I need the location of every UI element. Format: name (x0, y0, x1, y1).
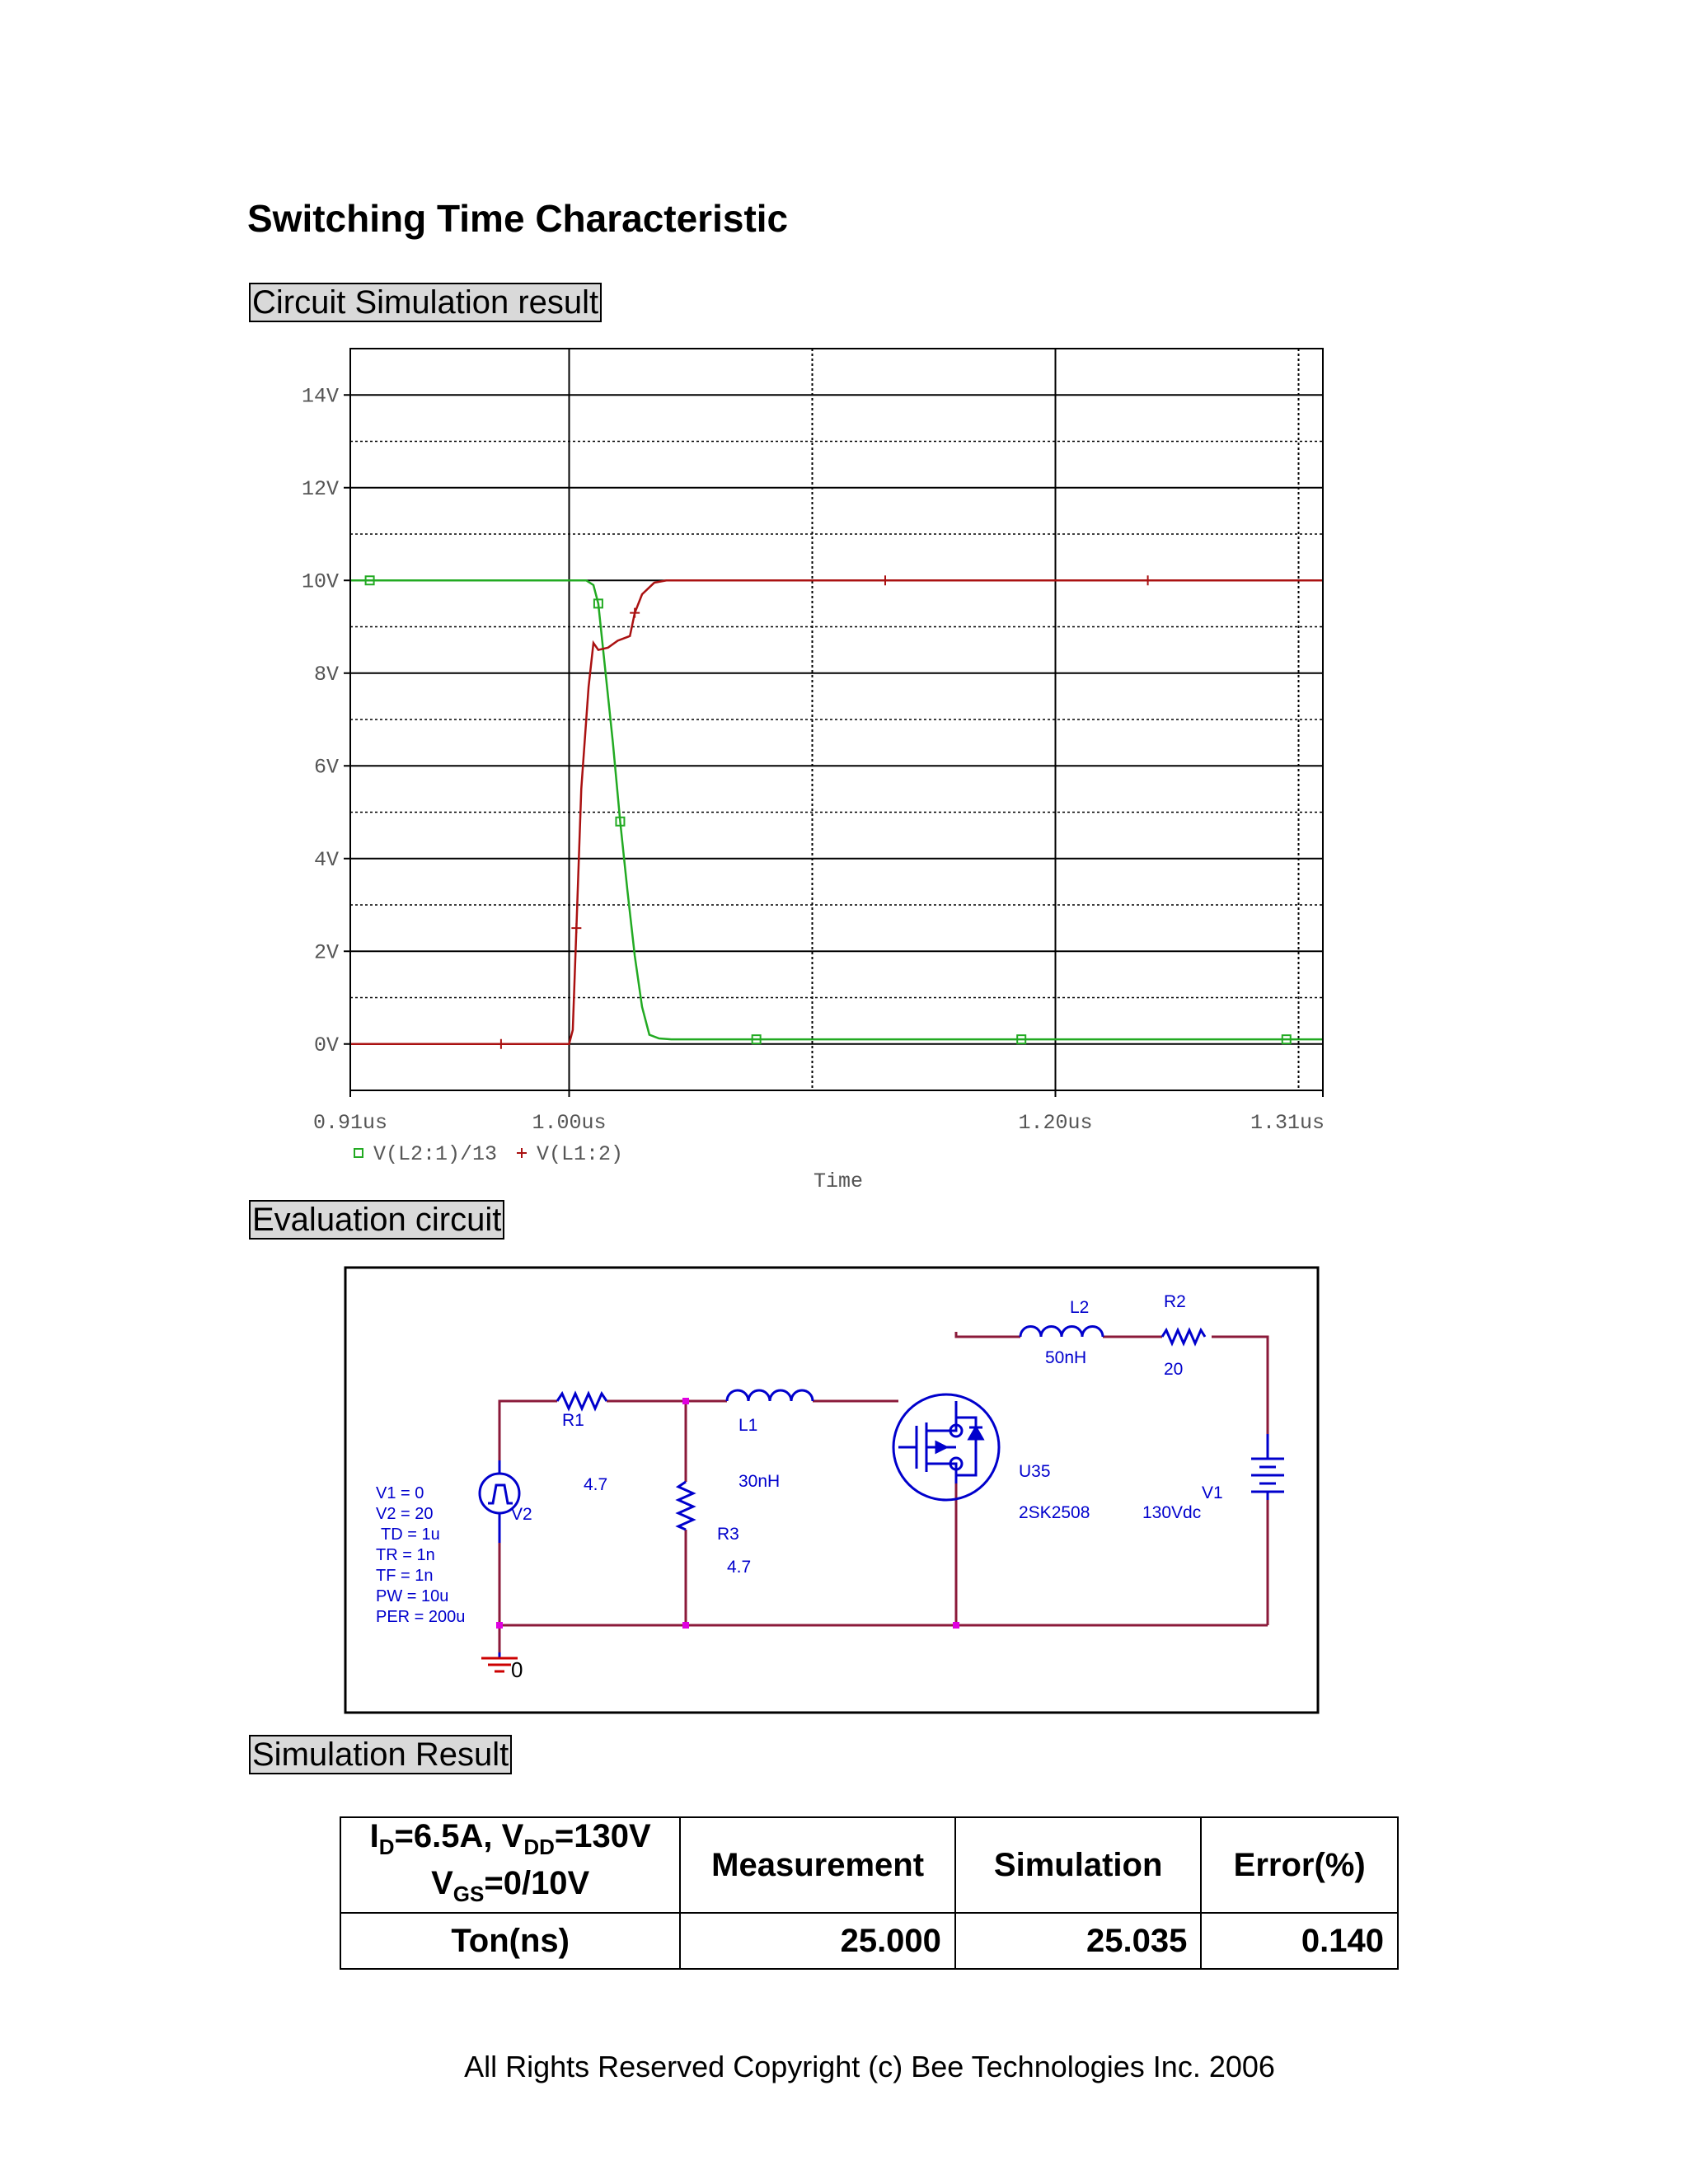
v2-param: PW = 10u (376, 1587, 449, 1605)
ground-label: 0 (511, 1657, 523, 1682)
v1-label: V1 (1202, 1483, 1223, 1502)
r1-value: 4.7 (584, 1475, 608, 1494)
row-label: Ton(ns) (340, 1913, 680, 1969)
r2-label: R2 (1164, 1292, 1186, 1311)
series-marker (630, 608, 640, 618)
l1-value: 30nH (738, 1472, 781, 1491)
x-tick-label: 0.91us (312, 1111, 388, 1135)
u35-value: 2SK2508 (1019, 1503, 1090, 1522)
simulation-header: Simulation (955, 1817, 1201, 1913)
section-label-circuit-simulation: Circuit Simulation result (249, 283, 602, 322)
v2-param: V2 = 20 (376, 1505, 434, 1523)
series-marker (571, 923, 581, 933)
x-axis-label: Time (813, 1169, 864, 1193)
legend-label: V(L2:1)/13 (373, 1142, 498, 1166)
l2-value: 50nH (1045, 1348, 1087, 1367)
l1-label: L1 (738, 1416, 758, 1435)
series-line (350, 580, 1323, 1039)
v2-label: V2 (511, 1505, 532, 1524)
error-value: 0.140 (1201, 1913, 1398, 1969)
y-tick-label: 10V (301, 569, 339, 594)
x-tick-label: 1.31us (1250, 1111, 1325, 1135)
simulation-result-table (340, 1816, 1399, 1970)
y-tick-label: 0V (313, 1033, 339, 1057)
series-marker (496, 1039, 506, 1049)
simulation-value: 25.035 (955, 1913, 1201, 1969)
y-tick-label: 4V (313, 847, 339, 872)
r3-label: R3 (717, 1525, 739, 1544)
y-tick-label: 14V (301, 384, 339, 409)
v2-param: TR = 1n (376, 1546, 435, 1564)
y-tick-label: 6V (313, 755, 339, 780)
table-row (340, 1913, 1398, 1969)
r2-value: 20 (1164, 1360, 1184, 1379)
copyright-footer: All Rights Reserved Copyright (c) Bee Technologies Inc. 2006 (464, 2050, 1275, 2083)
r1-label: R1 (562, 1411, 584, 1430)
u35-label: U35 (1019, 1462, 1051, 1481)
error-header: Error(%) (1201, 1817, 1398, 1913)
condition-header-cell: $I_D=6.5A$, $V_{DD}=130V$ $V_{GS}=0/10V$ (340, 1817, 680, 1913)
v2-param: PER = 200u (376, 1608, 466, 1626)
v2-param: TF = 1n (376, 1567, 434, 1585)
v2-param: TD = 1u (381, 1526, 440, 1544)
v2-param: V1 = 0 (376, 1484, 424, 1502)
y-tick-label: 12V (301, 476, 339, 501)
l2-label: L2 (1070, 1298, 1090, 1317)
series-marker (880, 575, 890, 585)
y-tick-label: 8V (313, 662, 339, 687)
section-label-evaluation-circuit: Evaluation circuit (249, 1200, 504, 1240)
table-header-row (340, 1817, 1398, 1913)
evaluation-circuit-diagram (0, 1236, 1688, 1731)
legend-marker (517, 1148, 527, 1158)
y-tick-label: 2V (313, 940, 339, 965)
section-label-simulation-result: Simulation Result (249, 1735, 512, 1774)
x-tick-label: 1.00us (532, 1111, 607, 1135)
legend-label: V(L1:2) (537, 1142, 624, 1166)
x-tick-label: 1.20us (1018, 1111, 1093, 1135)
legend-marker (354, 1149, 363, 1157)
measurement-value: 25.000 (680, 1913, 955, 1969)
r3-value: 4.7 (727, 1558, 752, 1577)
measurement-header: Measurement (680, 1817, 955, 1913)
page-title: Switching Time Characteristic (247, 197, 789, 240)
series-marker (1143, 575, 1153, 585)
v1-value: 130Vdc (1142, 1503, 1202, 1522)
